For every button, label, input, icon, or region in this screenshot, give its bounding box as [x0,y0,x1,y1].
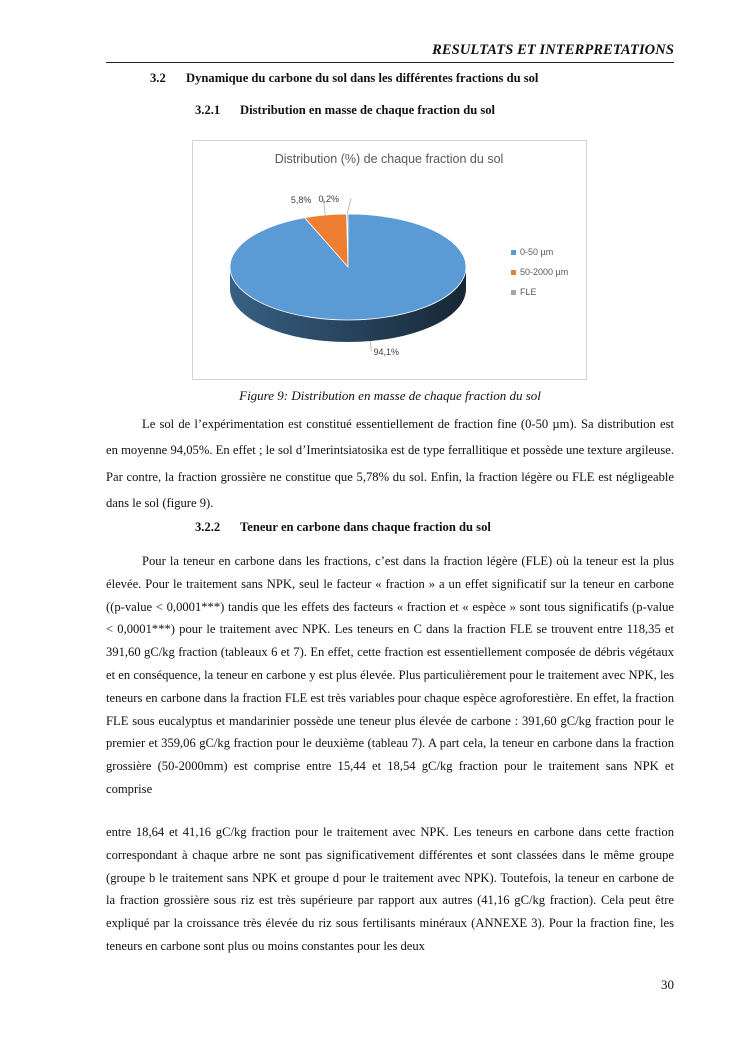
legend-swatch-3 [511,290,516,295]
section-number: 3.2 [150,71,166,85]
pie-slices [230,214,466,320]
figure-caption: Figure 9: Distribution en masse de chaque fraction du sol [239,388,541,403]
legend-label-3: FLE [520,287,537,297]
chart-legend [511,247,568,297]
legend-swatch-2 [511,270,516,275]
page-number: 30 [661,977,674,992]
chart-title: Distribution (%) de chaque fraction du sol [274,152,504,166]
pie-slice-1 [230,214,466,320]
pie-data-label-1: 94,1% [373,347,399,358]
section-heading [150,71,538,86]
pie-data-label-3: 0,2% [318,194,340,205]
subsection-title-2: Teneur en carbone dans chaque fraction du sol [240,520,491,534]
legend-swatch-1 [511,250,516,255]
paragraph-1: Le sol de l’expérimentation est constitué essentiellement de fraction fine (0-50 µm). Sa distribution est en moyenne 94,05%. En effet ; le sol d’Imerintsiatosika est de type ferrallitique et possède une texture argileuse. Par contre, la fraction grossière ne constitue que 5,78% du sol. Enfin, la fraction légère ou FLE est négligeable dans le sol (figure 9). [106,417,674,511]
pie-chart-svg [193,141,586,379]
paragraph-2: Pour la teneur en carbone dans les fractions, c’est dans la fraction légère (FLE) où la teneur est la plus élevée. Pour le traitement sans NPK, seul le facteur « fraction » a un effet significatif sur la teneur en carbone ((p-value < 0,0001***) tandis que les effets des facteurs « fraction et « espèce » sont tous significatifs (p-value < 0,0001***) pour le traitement avec NPK. Les teneurs en C dans la fraction FLE se trouvent entre 118,35 et 391,60 gC/kg fraction (tableaux 6 et 7). En effet, cette fraction est essentiellement composée de débris végétaux et en conséquence, la teneur en carbone y est plus élevée. Plus particulièrement pour le traitement avec NPK, les teneurs en carbone dans la fraction FLE est très variables pour chaque espèce agroforestière. En effet, la fraction FLE sous eucalyptus et mandarinier possède une teneur plus élevée de carbone : 391,60 gC/kg fraction pour le premier et 359,06 gC/kg fraction pour le deuxième (tableau 7). A part cela, la teneur en carbone dans la fraction grossière (50-2000mm) est comprise entre 15,44 et 18,54 gC/kg fraction pour le traitement sans NPK et comprise [106,554,674,796]
subsection-heading-2 [195,520,491,535]
section-title: Dynamique du carbone du sol dans les différentes fractions du sol [186,71,539,85]
subsection-number-2: 3.2.2 [195,520,221,534]
subsection-title-1: Distribution en masse de chaque fraction du sol [240,103,496,117]
paragraph-3: entre 18,64 et 41,16 gC/kg fraction pour le traitement avec NPK. Les teneurs en carbone dans cette fraction correspondant à chaque arbre ne sont pas significativement différentes et sont classées dans le même groupe (groupe b le traitement sans NPK et groupe d pour le traitement avec NPK). Toutefois, la teneur en carbone de la fraction grossière sous riz est très supérieure par rapport aux autres (41,16 gC/kg fraction). Cela peut être expliqué par la croissance très élevée du riz sous fertilisants minéraux (ANNEXE 3). Pour la fraction fine, les teneurs en carbone sont plus ou moins constantes pour les deux [106,825,674,953]
pie-chart [192,140,587,380]
pie-leader-line-3 [347,198,351,214]
pie-leader-line-1 [370,341,371,351]
pie-data-label-2: 5,8% [290,195,312,206]
subsection-heading-1 [195,103,495,118]
header-rule [106,62,674,63]
subsection-number-1: 3.2.1 [195,103,221,117]
legend-label-2: 50-2000 µm [520,267,569,277]
running-header: RESULTATS ET INTERPRETATIONS [432,42,674,58]
legend-label-1: 0-50 µm [520,247,554,257]
